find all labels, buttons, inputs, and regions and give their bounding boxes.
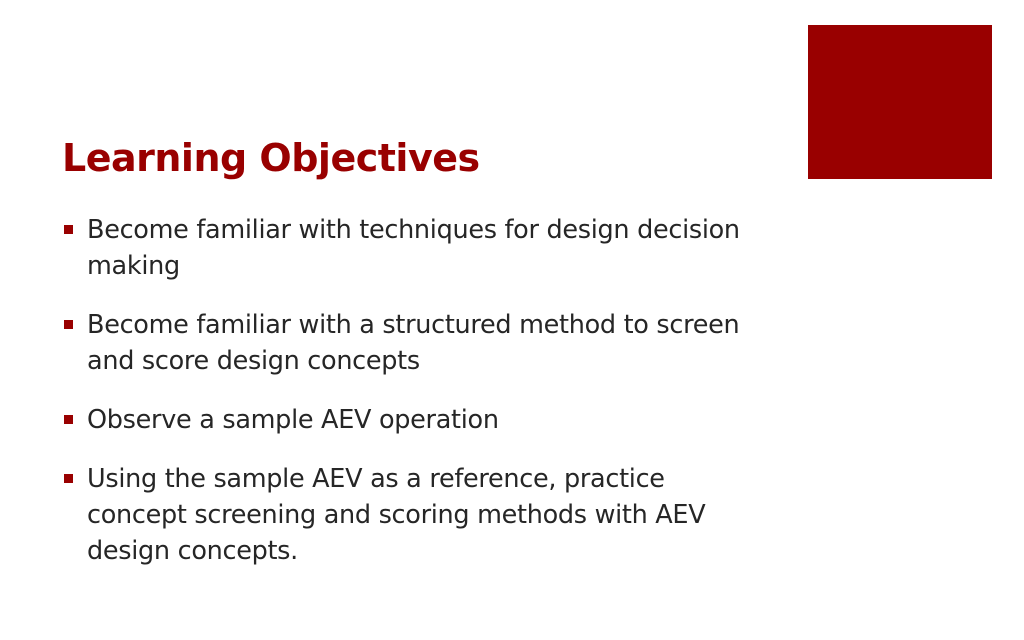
accent-box <box>808 25 992 179</box>
bullet-text: Using the sample AEV as a reference, practice concept screening and scoring methods with AEV design concepts. <box>87 464 706 566</box>
bullet-list <box>62 212 762 569</box>
bullet-item <box>62 402 762 438</box>
square-bullet-icon <box>64 225 73 234</box>
bullet-text: Become familiar with techniques for design decision making <box>87 215 740 281</box>
bullet-item <box>62 212 762 284</box>
square-bullet-icon <box>64 320 73 329</box>
square-bullet-icon <box>64 474 73 483</box>
bullet-item <box>62 461 762 569</box>
bullet-text: Become familiar with a structured method to screen and score design concepts <box>87 310 740 376</box>
slide-title: Learning Objectives <box>62 136 480 180</box>
bullet-item <box>62 307 762 379</box>
square-bullet-icon <box>64 415 73 424</box>
bullet-text: Observe a sample AEV operation <box>87 405 499 435</box>
